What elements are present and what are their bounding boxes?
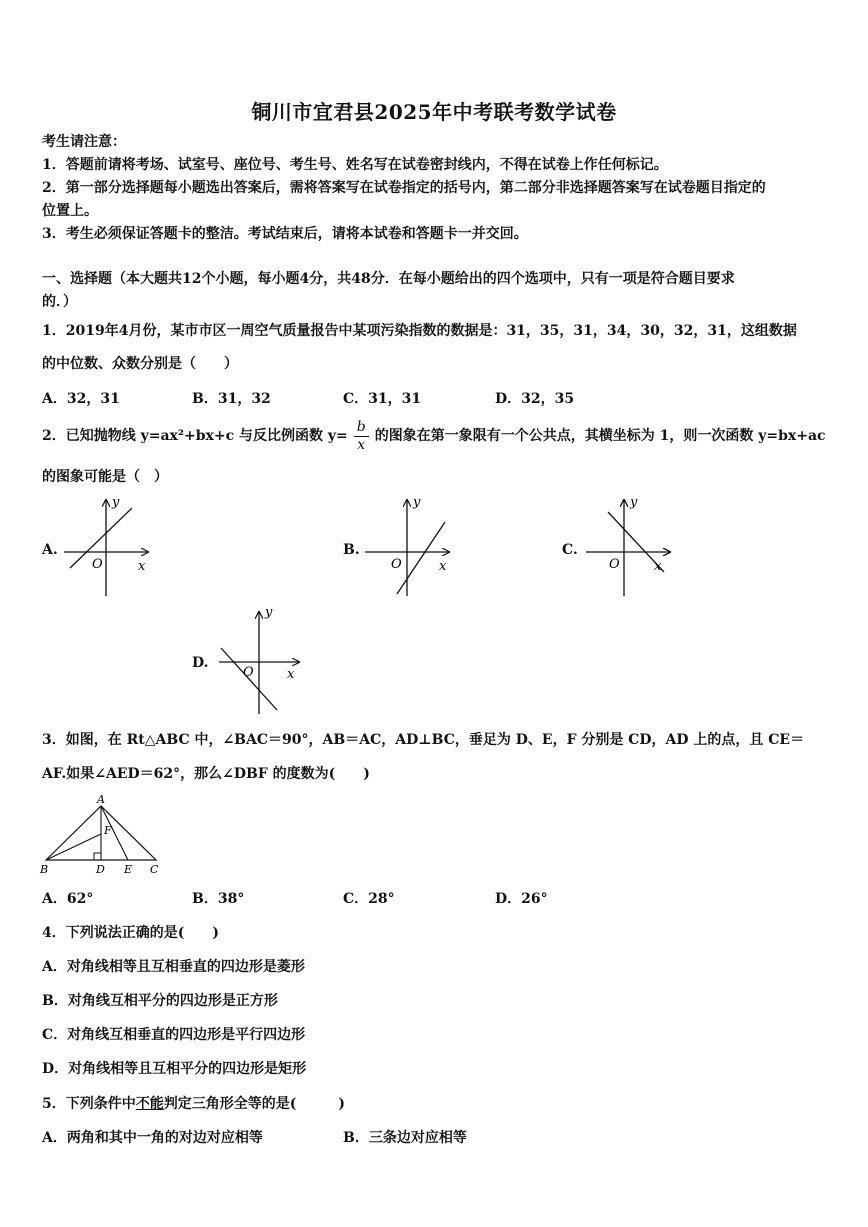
q2-option-b-label: B.	[343, 542, 360, 558]
notice-item-2: 2．第一部分选择题每小题选出答案后，需将答案写在试卷指定的括号内，第二部分非选择题答案写在试卷题目指定的	[42, 180, 766, 196]
segment-bf	[46, 834, 101, 860]
q2-option-c-label: C.	[562, 542, 578, 558]
x-axis-label: x	[654, 559, 662, 574]
q2-option-d-label: D.	[192, 655, 209, 671]
y-axis-label: y	[112, 495, 120, 510]
q1-option-a: A．32，31	[42, 391, 120, 407]
q2-option-a-label: A.	[42, 542, 58, 558]
origin-label: O	[391, 557, 402, 572]
point-d-label: D	[96, 863, 105, 876]
notice-item-1: 1．答题前请将考场、试室号、座位号、考生号、姓名写在试卷密封线内，不得在试卷上作任何标记。	[42, 157, 668, 173]
q5-stem-before: 5．下列条件中	[42, 1096, 136, 1112]
q3-stem: 3．如图，在 Rt△ABC 中，∠BAC＝90°，AB＝AC，AD⊥BC，垂足为 D、E，F 分别是 CD，AD 上的点，且 CE＝	[42, 732, 805, 748]
q4-option-d: D．对角线相等且互相平分的四边形是矩形	[42, 1061, 307, 1077]
y-axis-label: y	[413, 495, 421, 510]
q2-graph-a	[62, 494, 162, 598]
notice-heading: 考生请注意：	[42, 134, 126, 150]
q2-fraction	[354, 419, 369, 454]
y-axis-label: y	[265, 605, 273, 620]
q1-option-d: D．32，35	[495, 391, 575, 407]
x-axis-label: x	[439, 559, 447, 574]
q2-fraction-numerator: b	[354, 419, 369, 437]
q1-stem: 1．2019年4月份，某市市区一周空气质量报告中某项污染指数的数据是：31，35，31，34，30，32，31，这组数据	[42, 323, 797, 339]
q2-graph-b	[363, 494, 463, 598]
q4-option-a: A．对角线相等且互相垂直的四边形是菱形	[42, 959, 305, 975]
notice-item-2-cont: 位置上。	[42, 203, 98, 219]
point-b-label: B	[40, 863, 49, 876]
q5-stem-underlined: 不能	[135, 1096, 164, 1112]
q2-graph-c	[584, 494, 684, 598]
q3-option-b: B．38°	[192, 891, 245, 907]
function-line	[397, 522, 445, 594]
y-axis-label: y	[630, 495, 638, 510]
q2-stem-after: 的图象在第一象限有一个公共点，其横坐标为 1，则一次函数 y=bx+ac	[374, 428, 826, 444]
q1-option-c: C．31，31	[343, 391, 422, 407]
q2-stem-before: 2．已知抛物线 y=ax²+bx+c 与反比例函数 y=	[42, 428, 348, 444]
q2-fraction-denominator: x	[357, 436, 366, 453]
origin-label: O	[243, 665, 254, 680]
origin-label: O	[609, 557, 620, 572]
q3-option-c: C．28°	[343, 891, 395, 907]
q1-stem-cont: 的中位数、众数分别是（ ）	[42, 356, 238, 372]
q1-option-b: B．31，32	[192, 391, 271, 407]
point-c-label: C	[150, 863, 159, 876]
q2-graph-d	[215, 604, 315, 716]
q4-option-c: C．对角线互相垂直的四边形是平行四边形	[42, 1027, 306, 1043]
q3-stem-cont: AF.如果∠AED＝62°，那么∠DBF 的度数为( )	[42, 766, 370, 782]
q5-stem	[42, 1093, 345, 1113]
origin-label: O	[92, 557, 103, 572]
q2-stem-cont: 的图象可能是（ ）	[42, 469, 168, 485]
q5-option-a: A．两角和其中一角的对边对应相等	[42, 1130, 263, 1146]
right-angle-mark	[94, 853, 101, 860]
q3-triangle-figure	[38, 792, 168, 878]
q4-stem: 4．下列说法正确的是( )	[42, 925, 219, 941]
point-e-label: E	[124, 863, 133, 876]
q5-stem-after: 判定三角形全等的是( )	[163, 1096, 345, 1112]
q4-option-b: B．对角线互相平分的四边形是正方形	[42, 993, 278, 1009]
q2-stem	[42, 416, 826, 456]
section1-heading-cont: 的．）	[42, 294, 77, 310]
q3-option-a: A．62°	[42, 891, 94, 907]
q5-option-b: B．三条边对应相等	[343, 1130, 467, 1146]
point-a-label: A	[97, 793, 105, 806]
x-axis-label: x	[287, 667, 295, 682]
notice-item-3: 3．考生必须保证答题卡的整洁。考试结束后，请将本试卷和答题卡一并交回。	[42, 226, 528, 242]
x-axis-label: x	[138, 559, 146, 574]
page-title: 铜川市宜君县2025年中考联考数学试卷	[251, 100, 617, 124]
section1-heading: 一、选择题（本大题共12个小题，每小题4分，共48分．在每小题给出的四个选项中，只有一项是符合题目要求	[42, 271, 735, 287]
q3-option-d: D．26°	[495, 891, 548, 907]
point-f-label: F	[104, 824, 112, 837]
